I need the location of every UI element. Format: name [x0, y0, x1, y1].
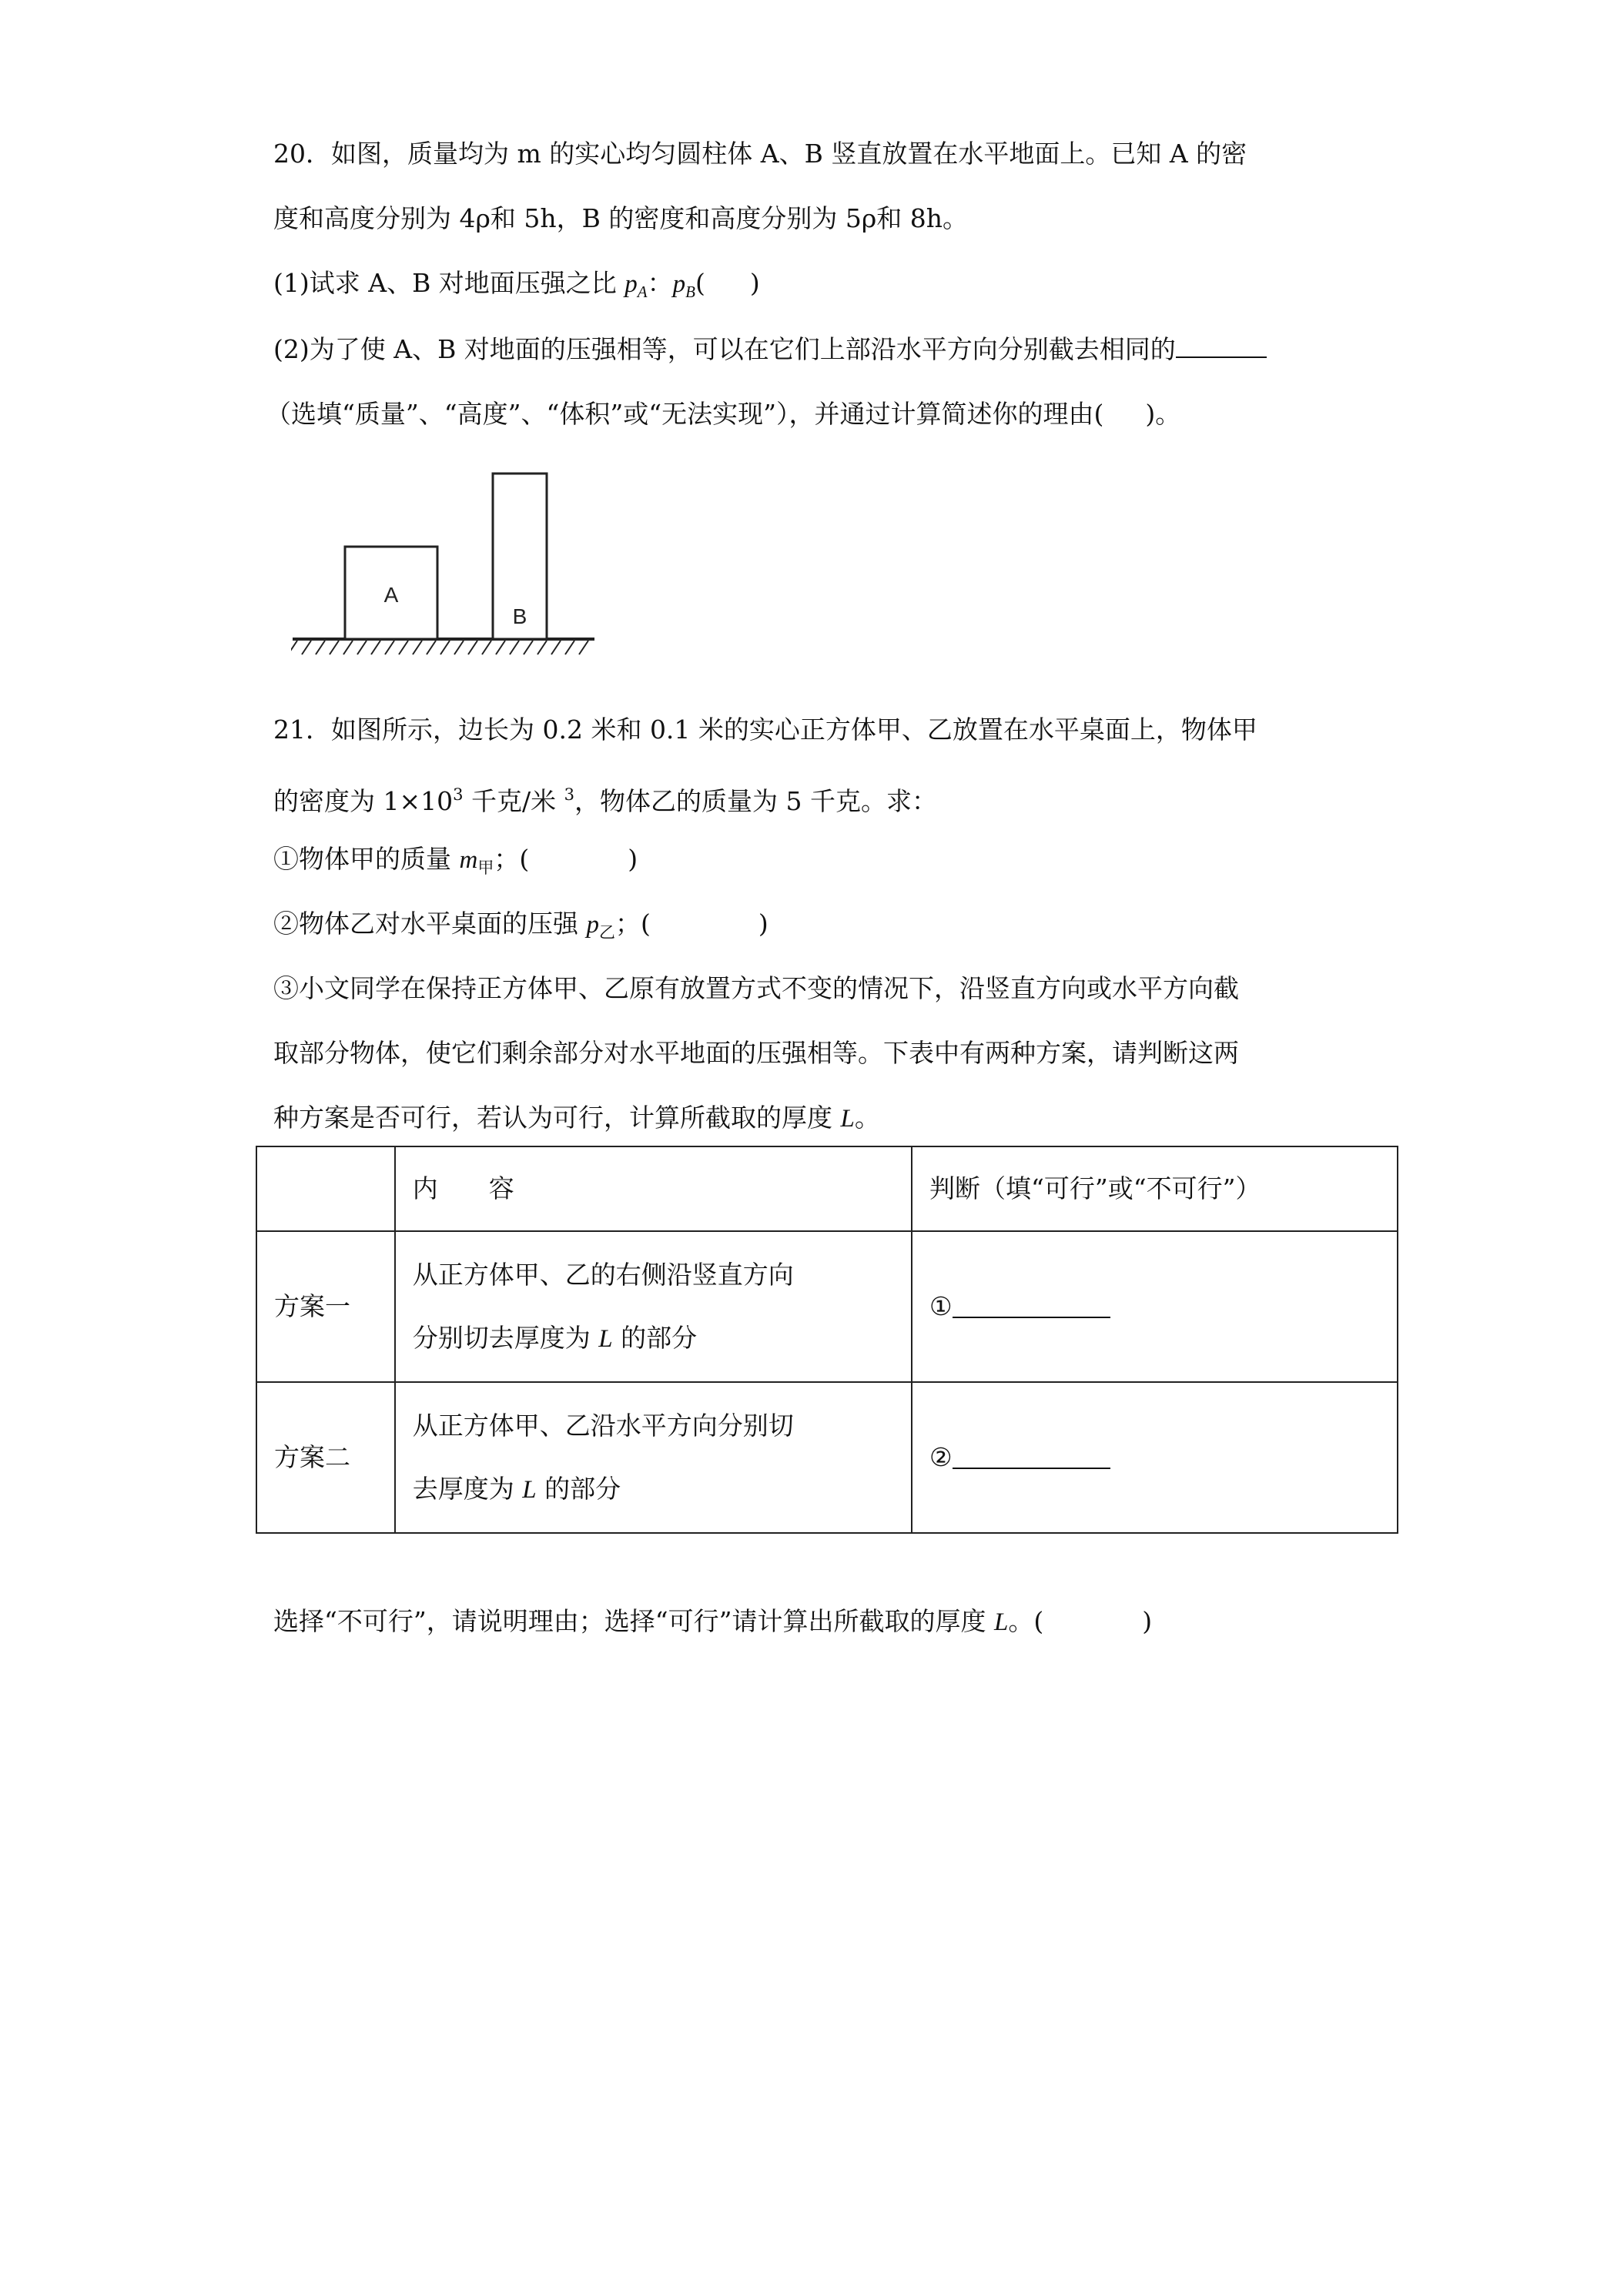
q21-item1-close: ) — [628, 844, 638, 874]
q21-item2-pre: ②物体乙对水平桌面的压强 — [273, 909, 587, 939]
q21-final-post: 。( — [1008, 1606, 1044, 1636]
q21-item3-line3 — [273, 1101, 1351, 1136]
hatch-mark — [399, 641, 408, 654]
plan-2-line2-post: 的部分 — [536, 1473, 621, 1504]
plan-1-content — [395, 1231, 912, 1382]
plan-1-content-line2 — [413, 1321, 894, 1356]
q20-colon: ： — [647, 268, 673, 298]
plan-1-line2-post: 的部分 — [612, 1322, 698, 1353]
q21-item3-line2: 取部分物体，使它们剩余部分对水平地面的压强相等。下表中有两种方案，请判断这两 — [273, 1038, 1239, 1068]
hatched-ground — [291, 639, 594, 654]
hatch-mark — [537, 641, 547, 654]
hatch-mark — [291, 641, 297, 654]
plan-table — [256, 1146, 1398, 1534]
q21-density-unit: 千克/米 — [463, 786, 564, 816]
hatch-mark — [440, 641, 450, 654]
plan-2-content — [395, 1382, 912, 1533]
q21-stem-rest: ，物体乙的质量为 5 千克。求： — [574, 786, 937, 816]
hatch-mark — [510, 641, 519, 654]
plan-1-name: 方案一 — [256, 1231, 395, 1382]
plan-1-judge — [912, 1231, 1398, 1382]
q21-density-pre: 的密度为 1×10 — [273, 786, 454, 816]
q21-item1-pre: ①物体甲的质量 — [273, 844, 460, 874]
q21-item3-line3-post: 。 — [854, 1103, 880, 1133]
q20-part1-prefix: (1)试求 A、B 对地面压强之比 — [273, 268, 625, 298]
label-b: B — [512, 604, 527, 628]
q21-item1-post: ；( — [494, 844, 530, 874]
q21-item3-var: L — [840, 1105, 855, 1133]
plan-1-line2-pre: 分别切去厚度为 — [412, 1322, 599, 1353]
q20-part2-text: (2)为了使 A、B 对地面的压强相等，可以在它们上部沿水平方向分别截去相同的 — [273, 334, 1176, 364]
plan-1-answer-mark: ① — [929, 1291, 953, 1321]
q21-item1 — [273, 842, 1351, 885]
q21-final — [273, 1605, 1351, 1639]
hatch-mark — [524, 641, 533, 654]
plan-2-content-line1: 从正方体甲、乙沿水平方向分别切 — [412, 1410, 794, 1441]
plan-2-answer-mark: ② — [929, 1442, 953, 1472]
q21-item3-line3-pre: 种方案是否可行，若认为可行，计算所截取的厚度 — [273, 1103, 841, 1133]
plan-2-content-line2 — [413, 1472, 894, 1507]
q21-stem-line1: 21．如图所示，边长为 0.2 米和 0.1 米的实心正方体甲、乙放置在水平桌面上，物体甲 — [273, 715, 1257, 745]
hatch-mark — [343, 641, 353, 654]
plan-2-name: 方案二 — [256, 1382, 395, 1533]
q21-item2-var: p — [586, 911, 599, 939]
hatch-mark — [371, 641, 380, 654]
hatch-mark — [468, 641, 477, 654]
q21-final-pre: 选择“不可行”，请说明理由；选择“可行”请计算出所截取的厚度 — [273, 1606, 994, 1636]
table-header-row — [256, 1146, 1398, 1231]
hatch-mark — [496, 641, 505, 654]
table-row — [256, 1231, 1398, 1382]
q21-final-close: ) — [1142, 1606, 1153, 1636]
hatch-mark — [454, 641, 464, 654]
table-row — [256, 1382, 1398, 1533]
hatch-mark — [330, 641, 339, 654]
q21-item3-line1: ③小文同学在保持正方体甲、乙原有放置方式不变的情况下，沿竖直方向或水平方向截 — [273, 973, 1239, 1003]
hatch-mark — [316, 641, 325, 654]
hatch-mark — [565, 641, 574, 654]
q20-pa-var: p — [624, 270, 638, 298]
q20-part1-paren-open: ( — [695, 268, 705, 298]
q20-part2-options: （选填“质量”、“高度”、“体积”或“无法实现”），并通过计算简述你的理由( — [266, 399, 1104, 429]
q21-item1-sub: 甲 — [477, 858, 494, 877]
hatch-mark — [385, 641, 394, 654]
q21-density-exp: 3 — [453, 785, 464, 804]
plan-1-var: L — [598, 1324, 613, 1353]
header-content: 内 容 — [395, 1146, 912, 1231]
q20-part1-paren-close: ) — [749, 268, 760, 298]
q20-part2-line1 — [273, 333, 1351, 366]
plan-2-judge — [912, 1382, 1398, 1533]
q21-item2 — [273, 907, 1351, 949]
plan-1-answer-blank[interactable] — [953, 1294, 1110, 1318]
label-a: A — [383, 583, 399, 607]
q21-final-var: L — [993, 1608, 1009, 1636]
hatch-mark — [427, 641, 436, 654]
q20-part2-blank[interactable] — [1176, 333, 1267, 358]
q21-item2-post: ；( — [615, 909, 651, 939]
q20-stem-line2: 度和高度分别为 4ρ和 5h，B 的密度和高度分别为 5ρ和 8h。 — [273, 203, 968, 233]
header-judge: 判断（填“可行”或“不可行”） — [912, 1146, 1398, 1231]
q20-pb-var: p — [672, 270, 686, 298]
q21-item2-close: ) — [758, 909, 768, 939]
hatch-mark — [579, 641, 588, 654]
hatch-mark — [413, 641, 422, 654]
q21-unit-exp: 3 — [564, 785, 574, 804]
plan-2-var: L — [522, 1475, 537, 1504]
q20-part2-line2 — [266, 397, 1344, 431]
q20-part1 — [273, 266, 1351, 309]
q21-item1-var: m — [459, 846, 478, 874]
q20-part2-end: )。 — [1145, 399, 1181, 429]
hatch-mark — [357, 641, 367, 654]
q20-pb-sub: B — [685, 283, 695, 301]
hatch-mark — [482, 641, 491, 654]
hatch-mark — [302, 641, 311, 654]
header-empty-cell — [256, 1146, 395, 1231]
q20-figure — [291, 462, 614, 670]
plan-2-line2-pre: 去厚度为 — [412, 1473, 523, 1504]
hatch-mark — [551, 641, 561, 654]
plan-2-answer-blank[interactable] — [953, 1444, 1110, 1469]
q20-pa-sub: A — [637, 283, 648, 301]
q21-stem-line2 — [273, 778, 1351, 818]
q21-item2-sub: 乙 — [599, 923, 615, 942]
q20-stem-line1: 20．如图，质量均为 m 的实心均匀圆柱体 A、B 竖直放置在水平地面上。已知 A 的密 — [273, 139, 1247, 169]
plan-1-content-line1: 从正方体甲、乙的右侧沿竖直方向 — [412, 1259, 794, 1290]
